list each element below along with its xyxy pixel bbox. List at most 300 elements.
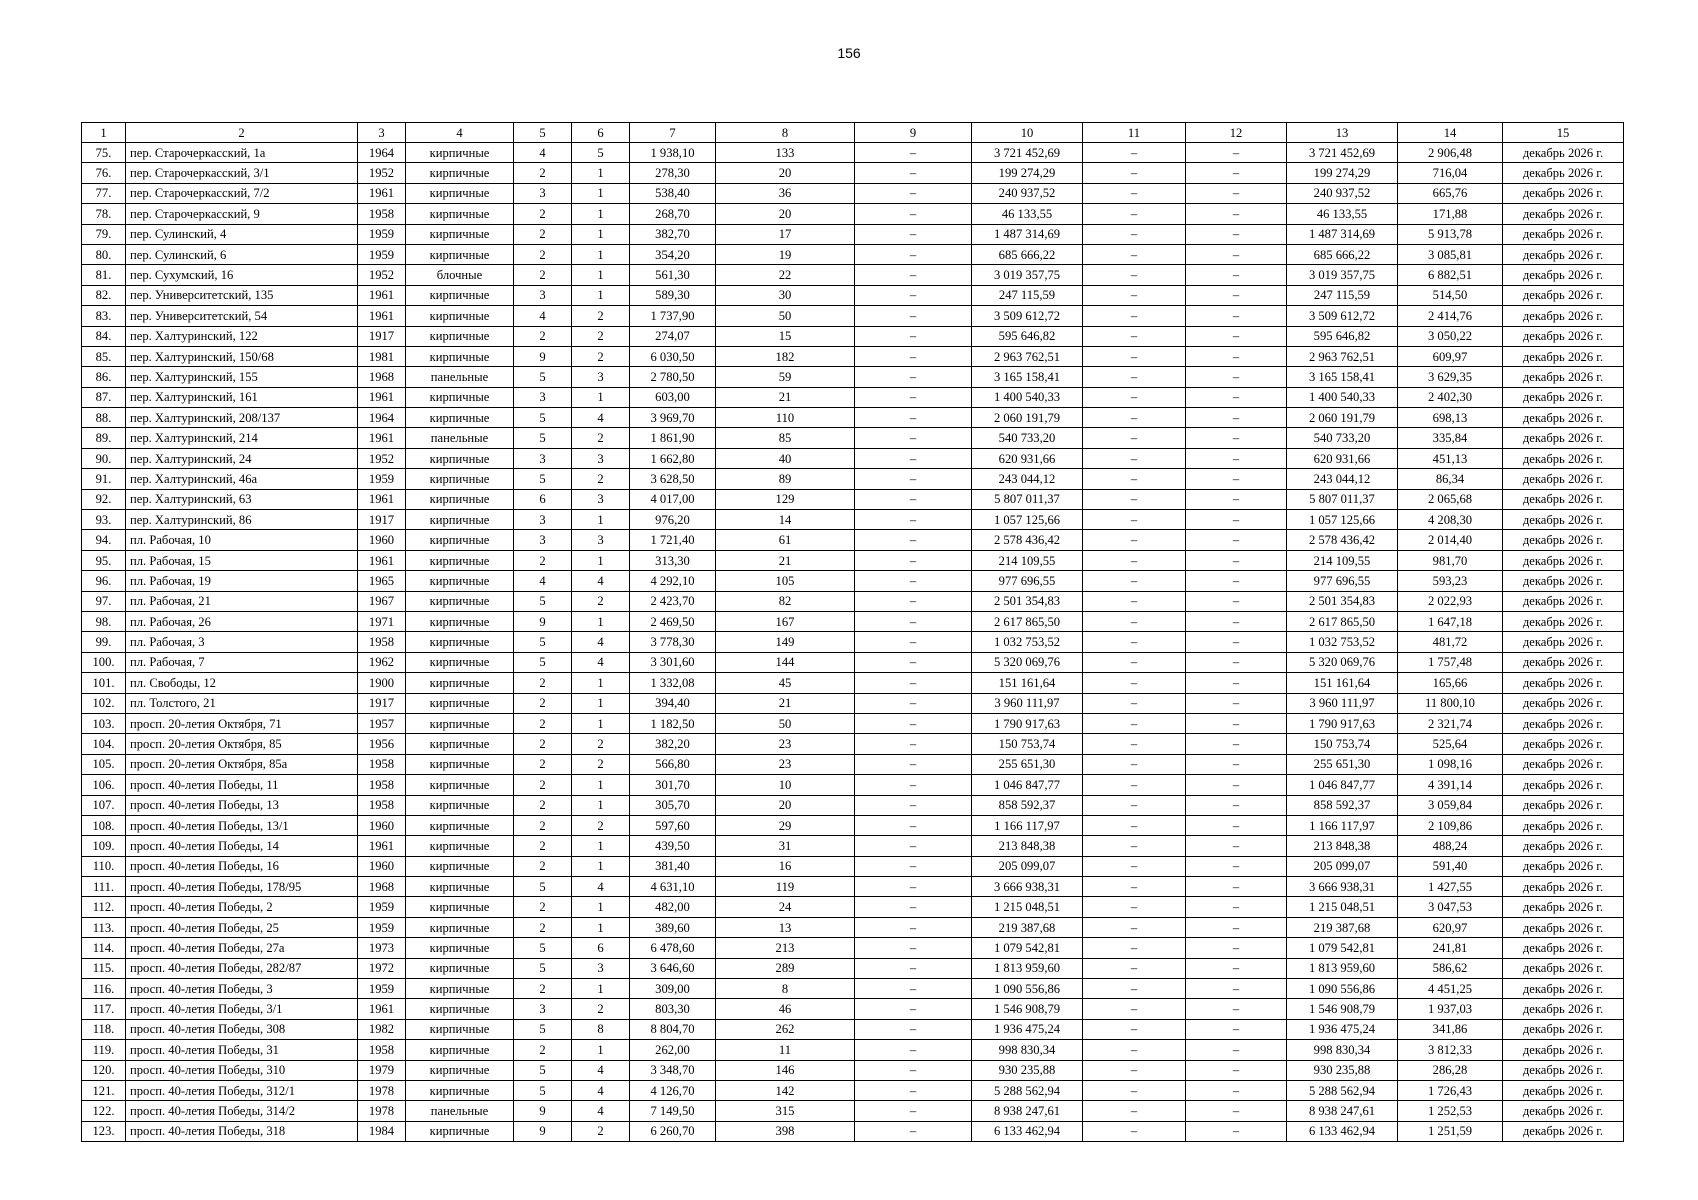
value-9-cell: – — [855, 265, 972, 285]
cost-total-cell: 255 651,30 — [972, 754, 1083, 774]
cost-per-sqm-cell: 698,13 — [1398, 408, 1503, 428]
table-row — [82, 693, 1624, 713]
total-area-cell: 389,60 — [630, 917, 716, 937]
year-built-cell: 1964 — [358, 408, 406, 428]
total-area-cell: 1 662,80 — [630, 448, 716, 468]
entrances-cell: 3 — [572, 448, 630, 468]
cost-fund-cell: 1 046 847,77 — [1287, 775, 1398, 795]
value-9-cell: – — [855, 326, 972, 346]
cost-fund-cell: 2 617 865,50 — [1287, 611, 1398, 631]
total-area-cell: 1 332,08 — [630, 673, 716, 693]
value-9-cell: – — [855, 143, 972, 163]
value-9-cell: – — [855, 775, 972, 795]
value-9-cell: – — [855, 346, 972, 366]
year-built-cell: 1978 — [358, 1080, 406, 1100]
table-row — [82, 999, 1624, 1019]
address-cell: просп. 40-летия Победы, 318 — [126, 1121, 358, 1141]
cost-total-cell: 243 044,12 — [972, 469, 1083, 489]
table-row — [82, 754, 1624, 774]
year-built-cell: 1979 — [358, 1060, 406, 1080]
cost-fund-cell: 595 646,82 — [1287, 326, 1398, 346]
total-area-cell: 1 721,40 — [630, 530, 716, 550]
value-12-cell: – — [1186, 224, 1287, 244]
value-11-cell: – — [1083, 917, 1186, 937]
row-number-cell: 111. — [82, 877, 126, 897]
wall-material-cell: панельные — [406, 428, 514, 448]
wall-material-cell: кирпичные — [406, 673, 514, 693]
address-cell: просп. 40-летия Победы, 13/1 — [126, 815, 358, 835]
value-9-cell: – — [855, 1101, 972, 1121]
column-header: 10 — [972, 123, 1083, 143]
cost-fund-cell: 214 109,55 — [1287, 550, 1398, 570]
value-11-cell: – — [1083, 224, 1186, 244]
address-cell: просп. 40-летия Победы, 16 — [126, 856, 358, 876]
residents-cell: 23 — [716, 754, 855, 774]
row-number-cell: 87. — [82, 387, 126, 407]
table-row — [82, 1121, 1624, 1141]
residents-cell: 23 — [716, 734, 855, 754]
cost-total-cell: 247 115,59 — [972, 285, 1083, 305]
residents-cell: 24 — [716, 897, 855, 917]
row-number-cell: 114. — [82, 938, 126, 958]
column-header: 3 — [358, 123, 406, 143]
cost-per-sqm-cell: 86,34 — [1398, 469, 1503, 489]
wall-material-cell: кирпичные — [406, 408, 514, 428]
cost-total-cell: 3 960 111,97 — [972, 693, 1083, 713]
table-row — [82, 1019, 1624, 1039]
total-area-cell: 381,40 — [630, 856, 716, 876]
wall-material-cell: кирпичные — [406, 143, 514, 163]
value-12-cell: – — [1186, 795, 1287, 815]
cost-per-sqm-cell: 165,66 — [1398, 673, 1503, 693]
residents-cell: 22 — [716, 265, 855, 285]
cost-total-cell: 240 937,52 — [972, 183, 1083, 203]
entrances-cell: 4 — [572, 1060, 630, 1080]
year-built-cell: 1959 — [358, 224, 406, 244]
year-built-cell: 1958 — [358, 632, 406, 652]
cost-per-sqm-cell: 241,81 — [1398, 938, 1503, 958]
address-cell: просп. 40-летия Победы, 314/2 — [126, 1101, 358, 1121]
value-11-cell: – — [1083, 244, 1186, 264]
wall-material-cell: кирпичные — [406, 836, 514, 856]
floors-cell: 2 — [514, 204, 572, 224]
row-number-cell: 117. — [82, 999, 126, 1019]
address-cell: просп. 40-летия Победы, 31 — [126, 1040, 358, 1060]
entrances-cell: 4 — [572, 1080, 630, 1100]
year-built-cell: 1961 — [358, 836, 406, 856]
total-area-cell: 482,00 — [630, 897, 716, 917]
address-cell: просп. 40-летия Победы, 13 — [126, 795, 358, 815]
entrances-cell: 2 — [572, 999, 630, 1019]
value-11-cell: – — [1083, 775, 1186, 795]
residents-cell: 213 — [716, 938, 855, 958]
row-number-cell: 97. — [82, 591, 126, 611]
completion-date-cell: декабрь 2026 г. — [1503, 183, 1624, 203]
floors-cell: 2 — [514, 754, 572, 774]
row-number-cell: 118. — [82, 1019, 126, 1039]
total-area-cell: 597,60 — [630, 815, 716, 835]
year-built-cell: 1917 — [358, 326, 406, 346]
floors-cell: 2 — [514, 224, 572, 244]
year-built-cell: 1961 — [358, 428, 406, 448]
cost-total-cell: 46 133,55 — [972, 204, 1083, 224]
cost-fund-cell: 2 578 436,42 — [1287, 530, 1398, 550]
value-12-cell: – — [1186, 938, 1287, 958]
cost-fund-cell: 3 019 357,75 — [1287, 265, 1398, 285]
total-area-cell: 262,00 — [630, 1040, 716, 1060]
address-cell: пер. Старочеркасский, 9 — [126, 204, 358, 224]
value-9-cell: – — [855, 795, 972, 815]
wall-material-cell: панельные — [406, 1101, 514, 1121]
value-11-cell: – — [1083, 999, 1186, 1019]
value-11-cell: – — [1083, 611, 1186, 631]
residents-cell: 30 — [716, 285, 855, 305]
table-row — [82, 183, 1624, 203]
residents-cell: 17 — [716, 224, 855, 244]
year-built-cell: 1984 — [358, 1121, 406, 1141]
cost-per-sqm-cell: 4 391,14 — [1398, 775, 1503, 795]
cost-fund-cell: 247 115,59 — [1287, 285, 1398, 305]
completion-date-cell: декабрь 2026 г. — [1503, 754, 1624, 774]
value-12-cell: – — [1186, 571, 1287, 591]
entrances-cell: 2 — [572, 346, 630, 366]
address-cell: просп. 20-летия Октября, 71 — [126, 713, 358, 733]
row-number-cell: 89. — [82, 428, 126, 448]
cost-per-sqm-cell: 5 913,78 — [1398, 224, 1503, 244]
value-12-cell: – — [1186, 1121, 1287, 1141]
wall-material-cell: кирпичные — [406, 877, 514, 897]
address-cell: пл. Рабочая, 7 — [126, 652, 358, 672]
residents-cell: 15 — [716, 326, 855, 346]
entrances-cell: 2 — [572, 754, 630, 774]
cost-per-sqm-cell: 593,23 — [1398, 571, 1503, 591]
table-row — [82, 306, 1624, 326]
year-built-cell: 1981 — [358, 346, 406, 366]
wall-material-cell: кирпичные — [406, 979, 514, 999]
table-row — [82, 611, 1624, 631]
residents-cell: 315 — [716, 1101, 855, 1121]
row-number-cell: 120. — [82, 1060, 126, 1080]
completion-date-cell: декабрь 2026 г. — [1503, 611, 1624, 631]
wall-material-cell: кирпичные — [406, 1019, 514, 1039]
entrances-cell: 1 — [572, 713, 630, 733]
year-built-cell: 1917 — [358, 693, 406, 713]
value-11-cell: – — [1083, 836, 1186, 856]
value-9-cell: – — [855, 958, 972, 978]
cost-per-sqm-cell: 2 065,68 — [1398, 489, 1503, 509]
completion-date-cell: декабрь 2026 г. — [1503, 448, 1624, 468]
table-row — [82, 530, 1624, 550]
total-area-cell: 589,30 — [630, 285, 716, 305]
cost-total-cell: 1 079 542,81 — [972, 938, 1083, 958]
year-built-cell: 1958 — [358, 204, 406, 224]
row-number-cell: 109. — [82, 836, 126, 856]
value-9-cell: – — [855, 877, 972, 897]
cost-per-sqm-cell: 3 059,84 — [1398, 795, 1503, 815]
total-area-cell: 301,70 — [630, 775, 716, 795]
completion-date-cell: декабрь 2026 г. — [1503, 408, 1624, 428]
residents-cell: 133 — [716, 143, 855, 163]
residents-cell: 142 — [716, 1080, 855, 1100]
wall-material-cell: блочные — [406, 265, 514, 285]
table-row — [82, 958, 1624, 978]
cost-total-cell: 1 813 959,60 — [972, 958, 1083, 978]
value-12-cell: – — [1186, 387, 1287, 407]
entrances-cell: 1 — [572, 244, 630, 264]
wall-material-cell: кирпичные — [406, 530, 514, 550]
year-built-cell: 1957 — [358, 713, 406, 733]
wall-material-cell: кирпичные — [406, 326, 514, 346]
floors-cell: 9 — [514, 346, 572, 366]
cost-fund-cell: 3 509 612,72 — [1287, 306, 1398, 326]
cost-fund-cell: 998 830,34 — [1287, 1040, 1398, 1060]
year-built-cell: 1956 — [358, 734, 406, 754]
value-11-cell: – — [1083, 754, 1186, 774]
wall-material-cell: кирпичные — [406, 244, 514, 264]
value-9-cell: – — [855, 591, 972, 611]
cost-fund-cell: 2 501 354,83 — [1287, 591, 1398, 611]
total-area-cell: 538,40 — [630, 183, 716, 203]
table-row — [82, 673, 1624, 693]
residents-cell: 45 — [716, 673, 855, 693]
residents-cell: 129 — [716, 489, 855, 509]
floors-cell: 2 — [514, 897, 572, 917]
column-header: 11 — [1083, 123, 1186, 143]
table-row — [82, 571, 1624, 591]
cost-fund-cell: 5 320 069,76 — [1287, 652, 1398, 672]
floors-cell: 3 — [514, 510, 572, 530]
table-row — [82, 367, 1624, 387]
cost-fund-cell: 213 848,38 — [1287, 836, 1398, 856]
cost-fund-cell: 1 400 540,33 — [1287, 387, 1398, 407]
table-row — [82, 917, 1624, 937]
completion-date-cell: декабрь 2026 г. — [1503, 815, 1624, 835]
value-12-cell: – — [1186, 979, 1287, 999]
cost-total-cell: 3 721 452,69 — [972, 143, 1083, 163]
table-row — [82, 448, 1624, 468]
entrances-cell: 8 — [572, 1019, 630, 1039]
address-cell: пер. Сухумский, 16 — [126, 265, 358, 285]
total-area-cell: 274,07 — [630, 326, 716, 346]
value-12-cell: – — [1186, 1019, 1287, 1039]
cost-total-cell: 540 733,20 — [972, 428, 1083, 448]
completion-date-cell: декабрь 2026 г. — [1503, 143, 1624, 163]
value-9-cell: – — [855, 693, 972, 713]
entrances-cell: 2 — [572, 591, 630, 611]
residents-cell: 16 — [716, 856, 855, 876]
entrances-cell: 1 — [572, 897, 630, 917]
table-row — [82, 632, 1624, 652]
year-built-cell: 1965 — [358, 571, 406, 591]
residents-cell: 85 — [716, 428, 855, 448]
value-9-cell: – — [855, 1019, 972, 1039]
cost-fund-cell: 1 813 959,60 — [1287, 958, 1398, 978]
value-12-cell: – — [1186, 469, 1287, 489]
cost-total-cell: 595 646,82 — [972, 326, 1083, 346]
table-row — [82, 285, 1624, 305]
table-row — [82, 510, 1624, 530]
value-9-cell: – — [855, 856, 972, 876]
row-number-cell: 107. — [82, 795, 126, 815]
floors-cell: 2 — [514, 815, 572, 835]
value-11-cell: – — [1083, 938, 1186, 958]
total-area-cell: 305,70 — [630, 795, 716, 815]
value-12-cell: – — [1186, 591, 1287, 611]
completion-date-cell: декабрь 2026 г. — [1503, 244, 1624, 264]
cost-fund-cell: 3 165 158,41 — [1287, 367, 1398, 387]
value-9-cell: – — [855, 611, 972, 631]
floors-cell: 3 — [514, 530, 572, 550]
address-cell: пл. Свободы, 12 — [126, 673, 358, 693]
cost-fund-cell: 858 592,37 — [1287, 795, 1398, 815]
year-built-cell: 1958 — [358, 775, 406, 795]
residents-cell: 82 — [716, 591, 855, 611]
cost-per-sqm-cell: 4 208,30 — [1398, 510, 1503, 530]
completion-date-cell: декабрь 2026 г. — [1503, 1040, 1624, 1060]
floors-cell: 2 — [514, 693, 572, 713]
cost-per-sqm-cell: 514,50 — [1398, 285, 1503, 305]
year-built-cell: 1961 — [358, 999, 406, 1019]
cost-fund-cell: 1 936 475,24 — [1287, 1019, 1398, 1039]
total-area-cell: 4 017,00 — [630, 489, 716, 509]
cost-total-cell: 1 215 048,51 — [972, 897, 1083, 917]
value-11-cell: – — [1083, 897, 1186, 917]
value-12-cell: – — [1186, 1060, 1287, 1080]
year-built-cell: 1959 — [358, 979, 406, 999]
column-header: 4 — [406, 123, 514, 143]
entrances-cell: 1 — [572, 224, 630, 244]
floors-cell: 3 — [514, 387, 572, 407]
year-built-cell: 1958 — [358, 795, 406, 815]
total-area-cell: 382,20 — [630, 734, 716, 754]
entrances-cell: 1 — [572, 856, 630, 876]
total-area-cell: 4 631,10 — [630, 877, 716, 897]
cost-total-cell: 620 931,66 — [972, 448, 1083, 468]
value-9-cell: – — [855, 469, 972, 489]
total-area-cell: 439,50 — [630, 836, 716, 856]
entrances-cell: 4 — [572, 571, 630, 591]
address-cell: просп. 40-летия Победы, 282/87 — [126, 958, 358, 978]
address-cell: пер. Халтуринский, 161 — [126, 387, 358, 407]
wall-material-cell: кирпичные — [406, 346, 514, 366]
value-9-cell: – — [855, 510, 972, 530]
total-area-cell: 3 969,70 — [630, 408, 716, 428]
completion-date-cell: декабрь 2026 г. — [1503, 326, 1624, 346]
residents-cell: 29 — [716, 815, 855, 835]
table-row — [82, 1060, 1624, 1080]
value-11-cell: – — [1083, 530, 1186, 550]
value-9-cell: – — [855, 489, 972, 509]
cost-total-cell: 150 753,74 — [972, 734, 1083, 754]
value-11-cell: – — [1083, 306, 1186, 326]
total-area-cell: 603,00 — [630, 387, 716, 407]
total-area-cell: 976,20 — [630, 510, 716, 530]
cost-per-sqm-cell: 3 085,81 — [1398, 244, 1503, 264]
year-built-cell: 1959 — [358, 469, 406, 489]
value-12-cell: – — [1186, 917, 1287, 937]
value-9-cell: – — [855, 306, 972, 326]
wall-material-cell: кирпичные — [406, 204, 514, 224]
completion-date-cell: декабрь 2026 г. — [1503, 346, 1624, 366]
floors-cell: 6 — [514, 489, 572, 509]
cost-fund-cell: 151 161,64 — [1287, 673, 1398, 693]
floors-cell: 9 — [514, 611, 572, 631]
cost-per-sqm-cell: 286,28 — [1398, 1060, 1503, 1080]
total-area-cell: 6 030,50 — [630, 346, 716, 366]
cost-fund-cell: 540 733,20 — [1287, 428, 1398, 448]
address-cell: просп. 40-летия Победы, 178/95 — [126, 877, 358, 897]
total-area-cell: 6 260,70 — [630, 1121, 716, 1141]
value-11-cell: – — [1083, 143, 1186, 163]
value-9-cell: – — [855, 673, 972, 693]
value-9-cell: – — [855, 285, 972, 305]
column-header: 6 — [572, 123, 630, 143]
entrances-cell: 3 — [572, 530, 630, 550]
entrances-cell: 4 — [572, 877, 630, 897]
address-cell: просп. 40-летия Победы, 27а — [126, 938, 358, 958]
floors-cell: 2 — [514, 795, 572, 815]
value-11-cell: – — [1083, 958, 1186, 978]
residents-cell: 21 — [716, 693, 855, 713]
address-cell: пер. Халтуринский, 155 — [126, 367, 358, 387]
cost-per-sqm-cell: 3 629,35 — [1398, 367, 1503, 387]
table-row — [82, 713, 1624, 733]
row-number-cell: 122. — [82, 1101, 126, 1121]
table-row — [82, 877, 1624, 897]
value-12-cell: – — [1186, 163, 1287, 183]
value-12-cell: – — [1186, 1101, 1287, 1121]
value-11-cell: – — [1083, 1121, 1186, 1141]
value-9-cell: – — [855, 836, 972, 856]
value-12-cell: – — [1186, 652, 1287, 672]
table-row — [82, 979, 1624, 999]
total-area-cell: 566,80 — [630, 754, 716, 774]
cost-fund-cell: 3 721 452,69 — [1287, 143, 1398, 163]
residents-cell: 21 — [716, 387, 855, 407]
row-number-cell: 91. — [82, 469, 126, 489]
floors-cell: 2 — [514, 550, 572, 570]
table-row — [82, 734, 1624, 754]
entrances-cell: 1 — [572, 795, 630, 815]
cost-per-sqm-cell: 1 757,48 — [1398, 652, 1503, 672]
value-12-cell: – — [1186, 775, 1287, 795]
wall-material-cell: кирпичные — [406, 1121, 514, 1141]
value-11-cell: – — [1083, 1060, 1186, 1080]
cost-per-sqm-cell: 481,72 — [1398, 632, 1503, 652]
wall-material-cell: кирпичные — [406, 1040, 514, 1060]
entrances-cell: 2 — [572, 815, 630, 835]
entrances-cell: 3 — [572, 958, 630, 978]
completion-date-cell: декабрь 2026 г. — [1503, 530, 1624, 550]
wall-material-cell: кирпичные — [406, 591, 514, 611]
value-11-cell: – — [1083, 204, 1186, 224]
cost-fund-cell: 1 215 048,51 — [1287, 897, 1398, 917]
year-built-cell: 1952 — [358, 265, 406, 285]
residents-cell: 182 — [716, 346, 855, 366]
total-area-cell: 8 804,70 — [630, 1019, 716, 1039]
row-number-cell: 83. — [82, 306, 126, 326]
entrances-cell: 1 — [572, 183, 630, 203]
completion-date-cell: декабрь 2026 г. — [1503, 1060, 1624, 1080]
row-number-cell: 86. — [82, 367, 126, 387]
row-number-cell: 79. — [82, 224, 126, 244]
year-built-cell: 1971 — [358, 611, 406, 631]
value-12-cell: – — [1186, 632, 1287, 652]
column-header: 12 — [1186, 123, 1287, 143]
table-row — [82, 1080, 1624, 1100]
total-area-cell: 3 646,60 — [630, 958, 716, 978]
value-9-cell: – — [855, 897, 972, 917]
